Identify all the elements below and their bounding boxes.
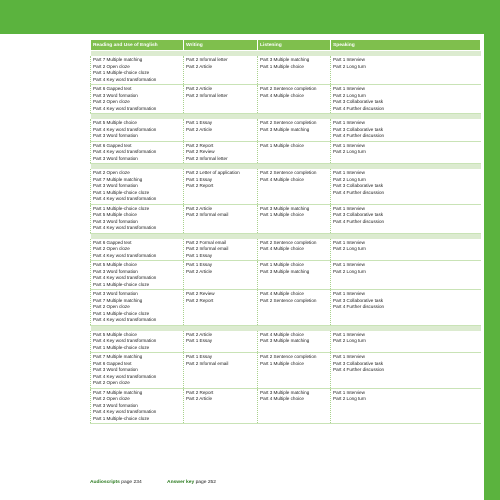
reading-cell (91, 85, 184, 114)
cell-line: Part 7 Multiple matching (93, 354, 143, 359)
writing-cell (184, 239, 258, 261)
cell-line: Part 2 Report (186, 183, 214, 188)
table-row (91, 261, 481, 290)
cell-line: Part 1 Multiple choice (260, 262, 304, 267)
cell-line: Part 4 Key word transformation (93, 76, 157, 82)
syllabus-table (90, 39, 481, 424)
cell-line: Part 2 Informal email (186, 360, 229, 366)
writing-cell (184, 331, 258, 353)
cell-line: Part 3 Word formation (93, 402, 138, 408)
cell-line: Part 4 Further discussion (333, 304, 385, 309)
audioscripts-ref[interactable]: Audioscripts page 234 (90, 480, 142, 485)
cell-line: Part 2 Open cloze (93, 380, 130, 385)
cell-line: Part 2 Open cloze (93, 396, 130, 401)
cell-line: Part 4 Multiple choice (260, 291, 304, 296)
cell-line: Part 2 Long turn (333, 63, 366, 69)
header-writing: Writing (184, 40, 258, 51)
cell-line: Part 3 Collaborative task (333, 183, 384, 188)
cell-line: Part 2 Article (186, 63, 213, 69)
speaking-cell (331, 85, 481, 114)
writing-cell (184, 85, 258, 114)
cell-line: Part 3 Collaborative task (333, 99, 384, 104)
cell-line: Part 7 Multiple matching (93, 389, 143, 395)
listening-cell (258, 56, 331, 85)
writing-cell (184, 56, 258, 85)
cell-line: Part 2 Long turn (333, 246, 366, 251)
cell-line: Part 1 Essay (186, 338, 213, 343)
cell-line: Part 4 Key word transformation (93, 317, 157, 322)
cell-line: Part 3 Word formation (93, 218, 138, 224)
cell-line: Part 6 Gapped text (93, 142, 132, 148)
listening-cell (258, 331, 331, 353)
speaking-cell (331, 141, 481, 164)
reading-cell (91, 204, 184, 233)
cell-line: Part 2 Sentence completion (260, 170, 317, 175)
writing-cell (184, 141, 258, 164)
cell-line: Part 7 Multiple matching (93, 57, 143, 62)
table-row (91, 204, 481, 233)
cell-line: Part 4 Key word transformation (93, 338, 157, 343)
cell-line: Part 2 Long turn (333, 176, 366, 182)
header-reading: Reading and Use of English (91, 40, 184, 51)
cell-line: Part 2 Sentence completion (260, 120, 317, 125)
cell-line: Part 2 Sentence completion (260, 297, 317, 303)
cell-line: Part 1 Interview (333, 239, 365, 245)
cell-line: Part 4 Multiple choice (260, 92, 304, 98)
cell-line: Part 2 Sentence completion (260, 86, 317, 91)
listening-cell (258, 239, 331, 261)
listening-cell (258, 388, 331, 424)
cell-line: Part 2 Long turn (333, 149, 366, 154)
cell-line: Part 1 Multiple-choice cloze (93, 310, 150, 316)
cell-line: Part 3 Word formation (93, 367, 138, 372)
cell-line: Part 2 Informal letter (186, 57, 228, 62)
syllabus-table-wrap (90, 39, 480, 493)
cell-line: Part 1 Multiple choice (260, 142, 304, 148)
listening-cell (258, 261, 331, 290)
cell-line: Part 4 Key word transformation (93, 196, 157, 201)
cell-line: Part 2 Long turn (333, 268, 366, 274)
listening-cell (258, 204, 331, 233)
cell-line: Part 4 Key word transformation (93, 409, 157, 414)
cell-line: Part 4 Key word transformation (93, 105, 157, 111)
cell-line: Part 2 Report (186, 389, 214, 395)
cell-line: Part 4 Multiple choice (260, 176, 304, 182)
table-row (91, 56, 481, 85)
cell-line: Part 4 Key word transformation (93, 275, 157, 280)
table-row (91, 290, 481, 326)
listening-cell (258, 353, 331, 389)
cell-line: Part 3 Word formation (93, 155, 138, 161)
cell-line: Part 6 Gapped text (93, 360, 132, 366)
cell-line: Part 1 Interview (333, 205, 365, 211)
cell-line: Part 2 Informal letter (186, 155, 228, 161)
writing-cell (184, 261, 258, 290)
cell-line: Part 1 Multiple choice (260, 212, 304, 217)
cell-line: Part 3 Multiple matching (260, 338, 310, 343)
cell-line: Part 3 Word formation (93, 92, 138, 98)
speaking-cell (331, 261, 481, 290)
cell-line: Part 3 Multiple matching (260, 126, 310, 132)
cell-line: Part 4 Multiple choice (260, 331, 304, 337)
table-row (91, 331, 481, 353)
cell-line: Part 1 Interview (333, 331, 365, 337)
cell-line: Part 2 Report (186, 142, 214, 148)
cell-line: Part 2 Report (186, 297, 214, 303)
cell-line: Part 1 Multiple-choice cloze (93, 189, 150, 195)
cell-line: Part 1 Multiple-choice cloze (93, 415, 150, 421)
speaking-cell (331, 388, 481, 424)
cell-line: Part 2 Open cloze (93, 246, 130, 251)
cell-line: Part 3 Multiple matching (260, 389, 310, 395)
cell-line: Part 4 Key word transformation (93, 149, 157, 154)
cell-line: Part 2 Open cloze (93, 304, 130, 309)
speaking-cell (331, 204, 481, 233)
header-listening: Listening (258, 40, 331, 51)
reading-cell (91, 239, 184, 261)
cell-line: Part 1 Multiple-choice cloze (93, 281, 150, 287)
cell-line: Part 3 Collaborative task (333, 126, 384, 132)
cell-line: Part 1 Essay (186, 120, 213, 125)
reading-cell (91, 353, 184, 389)
cell-line: Part 2 Article (186, 126, 213, 132)
speaking-cell (331, 169, 481, 204)
listening-cell (258, 169, 331, 204)
cell-line: Part 4 Further discussion (333, 189, 385, 195)
reading-cell (91, 261, 184, 290)
cell-line: Part 1 Essay (186, 252, 213, 258)
cell-line: Part 2 Article (186, 331, 213, 337)
writing-cell (184, 204, 258, 233)
cell-line: Part 2 Long turn (333, 338, 366, 343)
table-row (91, 388, 481, 424)
reading-cell (91, 119, 184, 141)
cell-line: Part 4 Key word transformation (93, 225, 157, 230)
side-band (484, 0, 500, 500)
cell-line: Part 1 Interview (333, 170, 365, 175)
cell-line: Part 4 Further discussion (333, 218, 385, 224)
cell-line: Part 7 Multiple matching (93, 176, 143, 182)
cell-line: Part 2 Open cloze (93, 99, 130, 104)
cell-line: Part 3 Collaborative task (333, 297, 384, 303)
table-row (91, 353, 481, 389)
cell-line: Part 2 Sentence completion (260, 239, 317, 245)
speaking-cell (331, 290, 481, 326)
reading-cell (91, 388, 184, 424)
cell-line: Part 2 Informal letter (186, 92, 228, 98)
cell-line: Part 3 Collaborative task (333, 360, 384, 366)
table-row (91, 119, 481, 141)
cell-line: Part 4 Key word transformation (93, 126, 157, 132)
cell-line: Part 3 Collaborative task (333, 212, 384, 217)
cell-line: Part 2 Informal email (186, 246, 229, 251)
listening-cell (258, 290, 331, 326)
cell-line: Part 3 Word formation (93, 268, 138, 274)
cell-line: Part 4 Multiple choice (260, 396, 304, 401)
cell-line: Part 2 Review (186, 149, 215, 154)
cell-line: Part 1 Multiple-choice cloze (93, 205, 150, 211)
cell-line: Part 1 Interview (333, 57, 365, 62)
cell-line: Part 2 Open cloze (93, 170, 130, 175)
cell-line: Part 1 Essay (186, 176, 213, 182)
table-row (91, 239, 481, 261)
cell-line: Part 1 Essay (186, 354, 213, 359)
cell-line: Part 5 Multiple choice (93, 120, 137, 125)
cell-line: Part 2 Article (186, 205, 213, 211)
cell-line: Part 2 Informal email (186, 212, 229, 217)
listening-cell (258, 119, 331, 141)
cell-line: Part 5 Multiple choice (93, 212, 137, 217)
cell-line: Part 4 Further discussion (333, 133, 385, 138)
cell-line: Part 2 Sentence completion (260, 354, 317, 359)
listening-cell (258, 141, 331, 164)
table-row (91, 169, 481, 204)
cell-line: Part 2 Long turn (333, 396, 366, 401)
cell-line: Part 5 Multiple choice (93, 262, 137, 267)
speaking-cell (331, 353, 481, 389)
writing-cell (184, 119, 258, 141)
footer (90, 480, 240, 485)
speaking-cell (331, 239, 481, 261)
speaking-cell (331, 56, 481, 85)
cell-line: Part 3 Multiple matching (260, 205, 310, 211)
cell-line: Part 6 Gapped text (93, 86, 132, 91)
cell-line: Part 1 Interview (333, 354, 365, 359)
table-row (91, 85, 481, 114)
cell-line: Part 4 Multiple choice (260, 246, 304, 251)
writing-cell (184, 388, 258, 424)
cell-line: Part 3 Multiple matching (260, 268, 310, 274)
cell-line: Part 3 Word formation (93, 291, 138, 296)
cell-line: Part 2 Open cloze (93, 63, 130, 69)
cell-line: Part 4 Further discussion (333, 105, 385, 111)
header-speaking: Speaking (331, 40, 481, 51)
cell-line: Part 6 Gapped text (93, 239, 132, 245)
table-header-row (91, 40, 481, 51)
reading-cell (91, 331, 184, 353)
cell-line: Part 1 Interview (333, 142, 365, 148)
cell-line: Part 5 Multiple choice (93, 331, 137, 337)
cell-line: Part 4 Further discussion (333, 367, 385, 372)
listening-cell (258, 85, 331, 114)
cell-line: Part 1 Interview (333, 389, 365, 395)
reading-cell (91, 56, 184, 85)
cell-line: Part 1 Interview (333, 262, 365, 267)
cell-line: Part 3 Multiple matching (260, 57, 310, 62)
table-body (91, 51, 481, 424)
writing-cell (184, 169, 258, 204)
cell-line: Part 1 Multiple choice (260, 63, 304, 69)
header-band (0, 0, 500, 34)
cell-line: Part 1 Multiple choice (260, 360, 304, 366)
cell-line: Part 2 Article (186, 86, 213, 91)
cell-line: Part 1 Multiple-choice cloze (93, 70, 150, 75)
table-row (91, 141, 481, 164)
answer-key-ref[interactable]: Answer key page 252 (167, 480, 216, 485)
speaking-cell (331, 331, 481, 353)
cell-line: Part 2 Article (186, 268, 213, 274)
writing-cell (184, 353, 258, 389)
cell-line: Part 2 Review (186, 291, 215, 296)
cell-line: Part 1 Essay (186, 262, 213, 267)
cell-line: Part 4 Key word transformation (93, 252, 157, 258)
reading-cell (91, 169, 184, 204)
writing-cell (184, 290, 258, 326)
reading-cell (91, 141, 184, 164)
cell-line: Part 1 Multiple-choice cloze (93, 344, 150, 350)
cell-line: Part 2 Long turn (333, 92, 366, 98)
cell-line: Part 2 Article (186, 396, 213, 401)
cell-line: Part 4 Key word transformation (93, 373, 157, 379)
cell-line: Part 2 Formal email (186, 239, 227, 245)
speaking-cell (331, 119, 481, 141)
cell-line: Part 3 Word formation (93, 183, 138, 188)
cell-line: Part 2 Letter of application (186, 170, 240, 175)
cell-line: Part 7 Multiple matching (93, 297, 143, 303)
cell-line: Part 3 Word formation (93, 133, 138, 138)
reading-cell (91, 290, 184, 326)
cell-line: Part 1 Interview (333, 120, 365, 125)
cell-line: Part 1 Interview (333, 86, 365, 91)
cell-line: Part 1 Interview (333, 291, 365, 296)
